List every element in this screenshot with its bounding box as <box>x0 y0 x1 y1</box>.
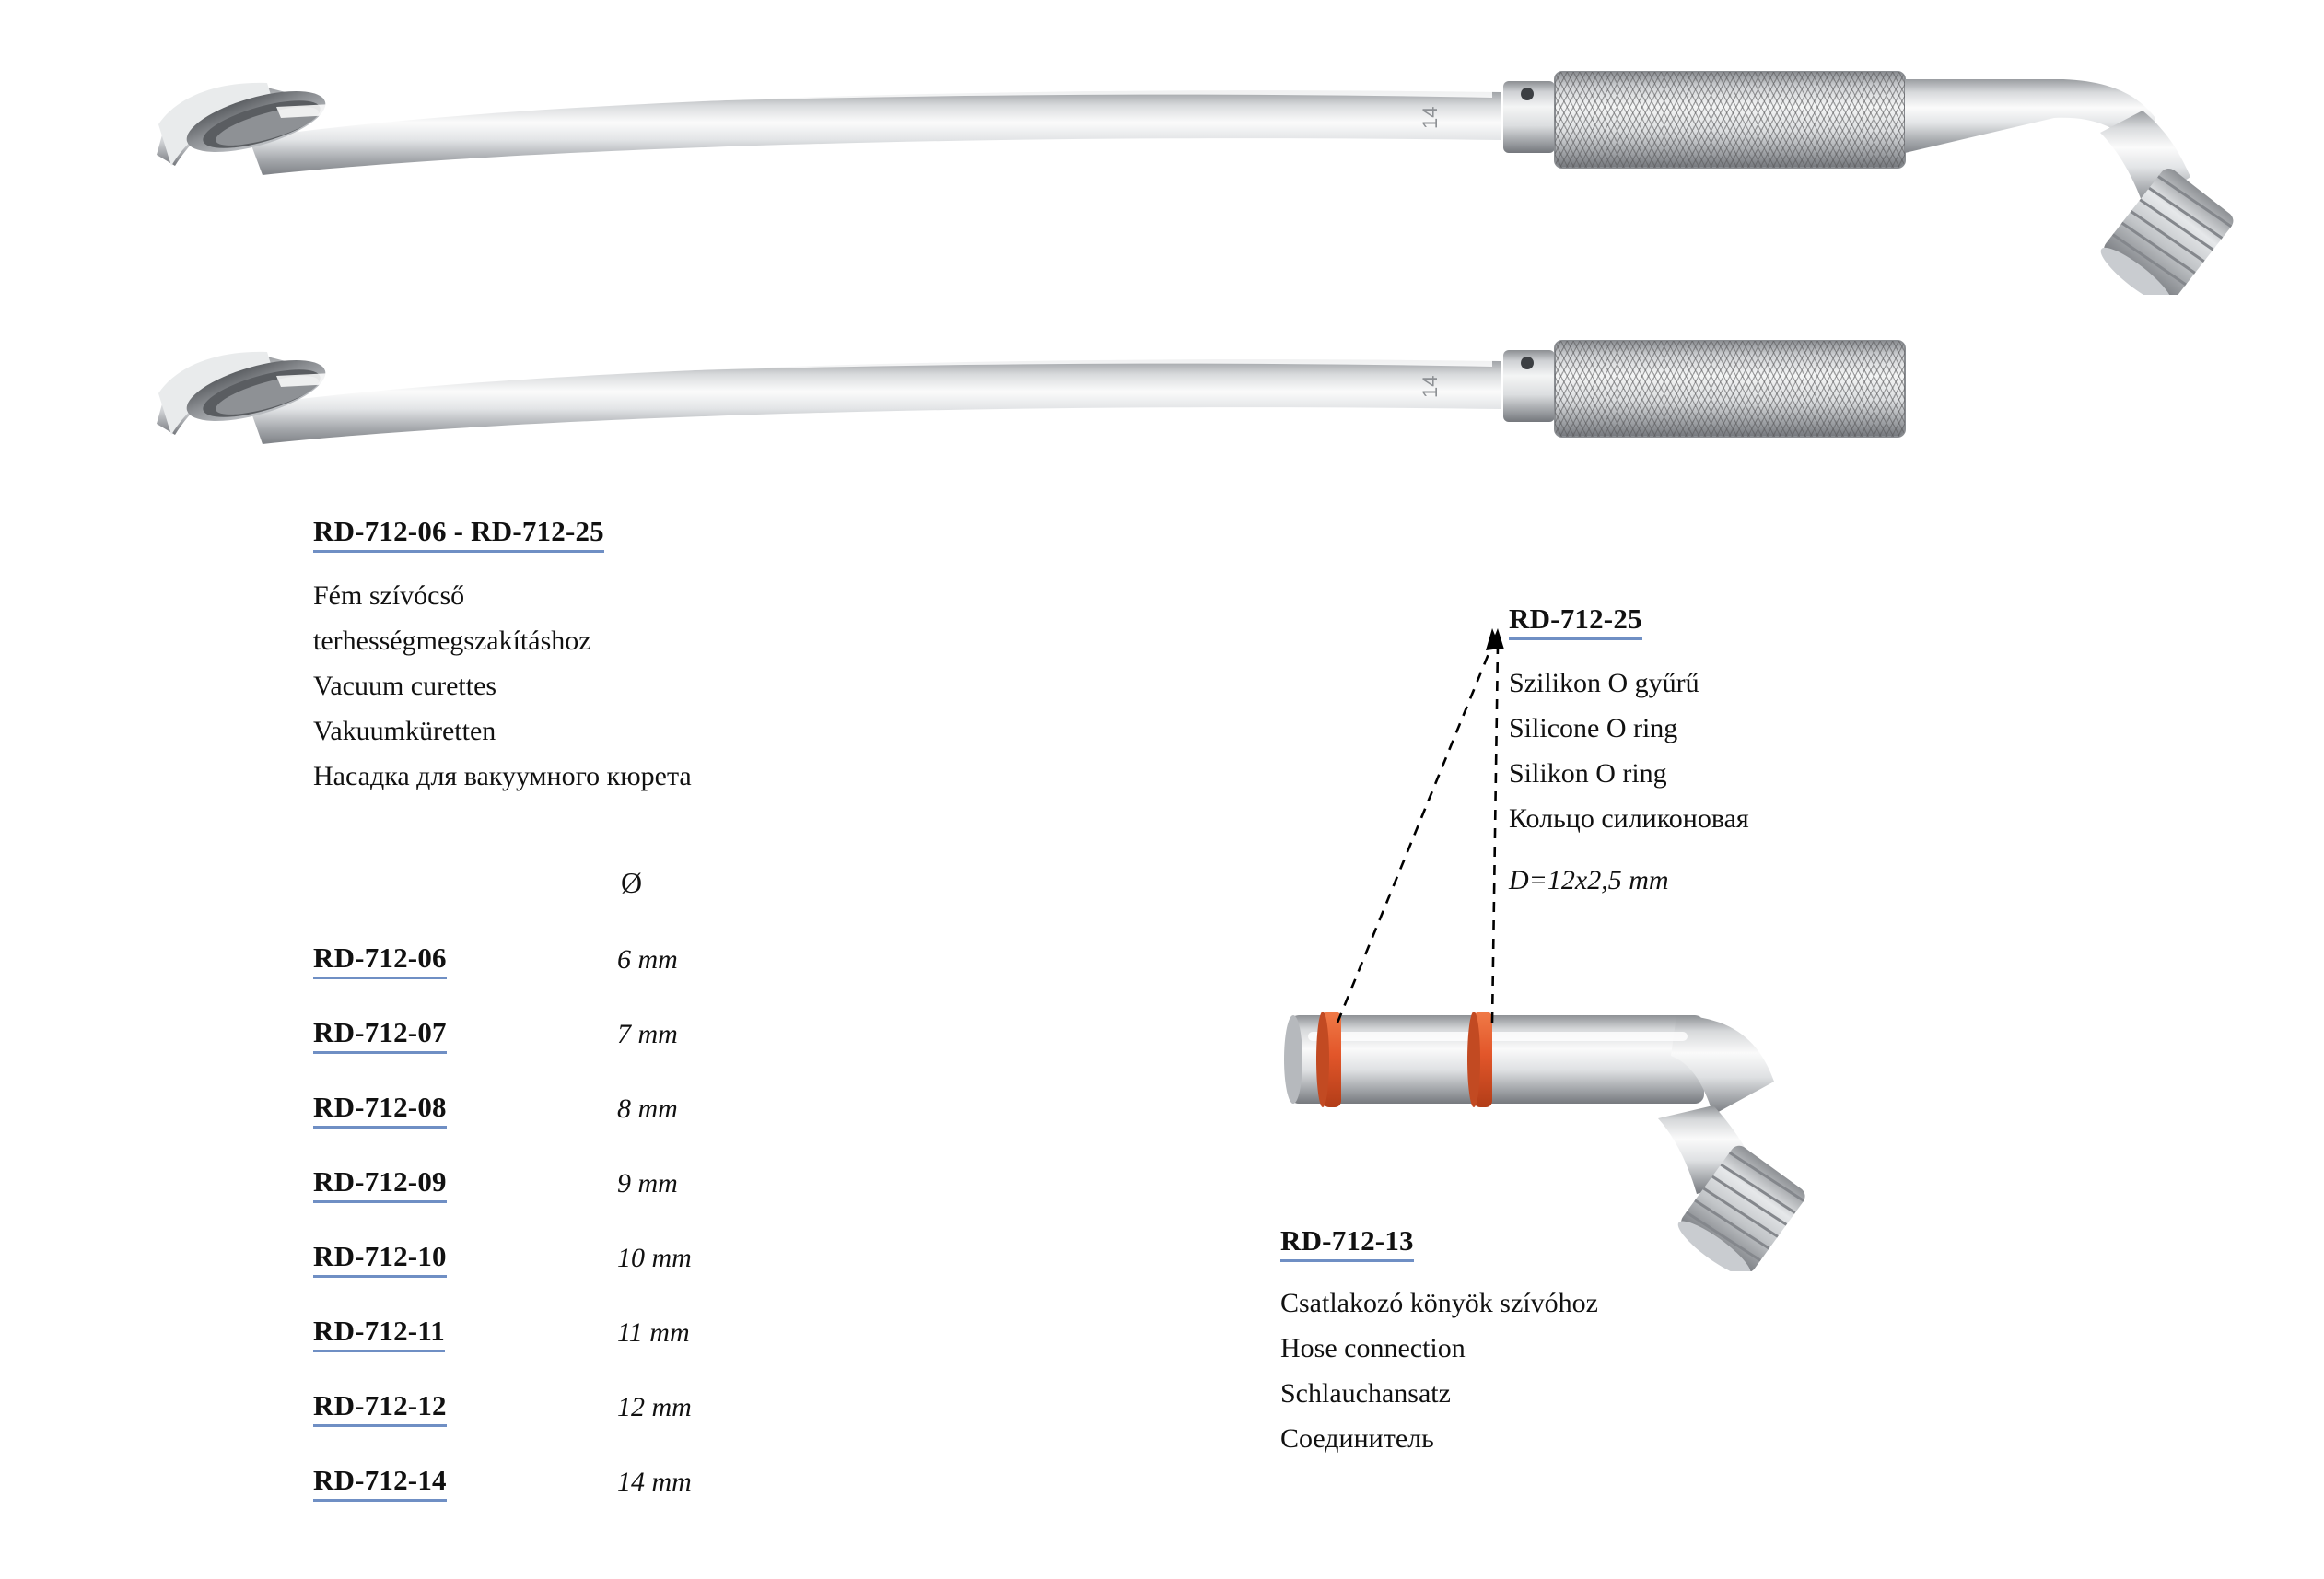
size-table <box>313 866 866 1539</box>
description-line: terhességmegszakításhoz <box>313 626 591 657</box>
oring-description <box>1509 603 2154 903</box>
description-line: Silicone O ring <box>1509 713 1678 744</box>
size-engraving-top: 14 <box>1419 106 1442 129</box>
size-diameter: 8 mm <box>617 1094 678 1124</box>
size-diameter: 10 mm <box>617 1243 692 1273</box>
description-line: Schlauchansatz <box>1280 1378 1451 1409</box>
oring-dimension: D=12x2,5 mm <box>1509 865 1669 896</box>
size-diameter: 6 mm <box>617 944 678 975</box>
size-code[interactable]: RD-712-12 <box>313 1390 447 1427</box>
description-line: Соединитель <box>1280 1423 1434 1455</box>
size-code[interactable]: RD-712-11 <box>313 1316 445 1352</box>
size-diameter: 12 mm <box>617 1392 692 1422</box>
size-diameter: 11 mm <box>617 1317 690 1348</box>
description-line: Hose connection <box>1280 1333 1466 1364</box>
handle-knurling-bottom <box>1555 341 1905 437</box>
size-code[interactable]: RD-712-10 <box>313 1241 447 1278</box>
description-line: Csatlakozó könyök szívóhoz <box>1280 1288 1598 1319</box>
table-row <box>313 1017 866 1092</box>
hose-connection-description <box>1280 1225 1925 1461</box>
hose-connection-code[interactable]: RD-712-13 <box>1280 1225 1414 1262</box>
size-code[interactable]: RD-712-09 <box>313 1166 447 1203</box>
size-code[interactable]: RD-712-07 <box>313 1017 447 1054</box>
description-line: Кольцо силиконовая <box>1509 803 1749 835</box>
table-row <box>313 1316 866 1390</box>
description-line: Fém szívócső <box>313 580 465 612</box>
size-diameter: 7 mm <box>617 1019 678 1049</box>
table-row <box>313 1241 866 1316</box>
size-diameter: 9 mm <box>617 1168 678 1199</box>
description-line: Насадка для вакуумного кюрета <box>313 761 692 792</box>
vacuum-curette-illustration-bottom <box>138 304 2073 516</box>
table-row <box>313 1390 866 1465</box>
size-code[interactable]: RD-712-06 <box>313 942 447 979</box>
size-diameter: 14 mm <box>617 1467 692 1497</box>
table-row <box>313 1166 866 1241</box>
o-ring-right <box>1467 1012 1492 1107</box>
table-row <box>313 1465 866 1539</box>
description-line: Vacuum curettes <box>313 671 497 702</box>
table-row <box>313 1092 866 1166</box>
vacuum-curette-illustration-top <box>138 37 2238 295</box>
description-line: Vakuumküretten <box>313 716 496 747</box>
handle-knurling-top <box>1555 72 1905 168</box>
diameter-column-header: Ø <box>621 866 643 899</box>
description-line: Szilikon O gyűrű <box>1509 668 1699 699</box>
oring-code[interactable]: RD-712-25 <box>1509 603 1642 640</box>
description-line: Silikon O ring <box>1509 758 1667 790</box>
size-code[interactable]: RD-712-08 <box>313 1092 447 1129</box>
size-engraving-bottom: 14 <box>1419 375 1442 398</box>
table-row <box>313 942 866 1017</box>
o-ring-left <box>1316 1012 1341 1107</box>
main-product-description <box>313 516 1142 799</box>
size-code[interactable]: RD-712-14 <box>313 1465 447 1502</box>
main-product-code: RD-712-06 - RD-712-25 <box>313 516 604 553</box>
